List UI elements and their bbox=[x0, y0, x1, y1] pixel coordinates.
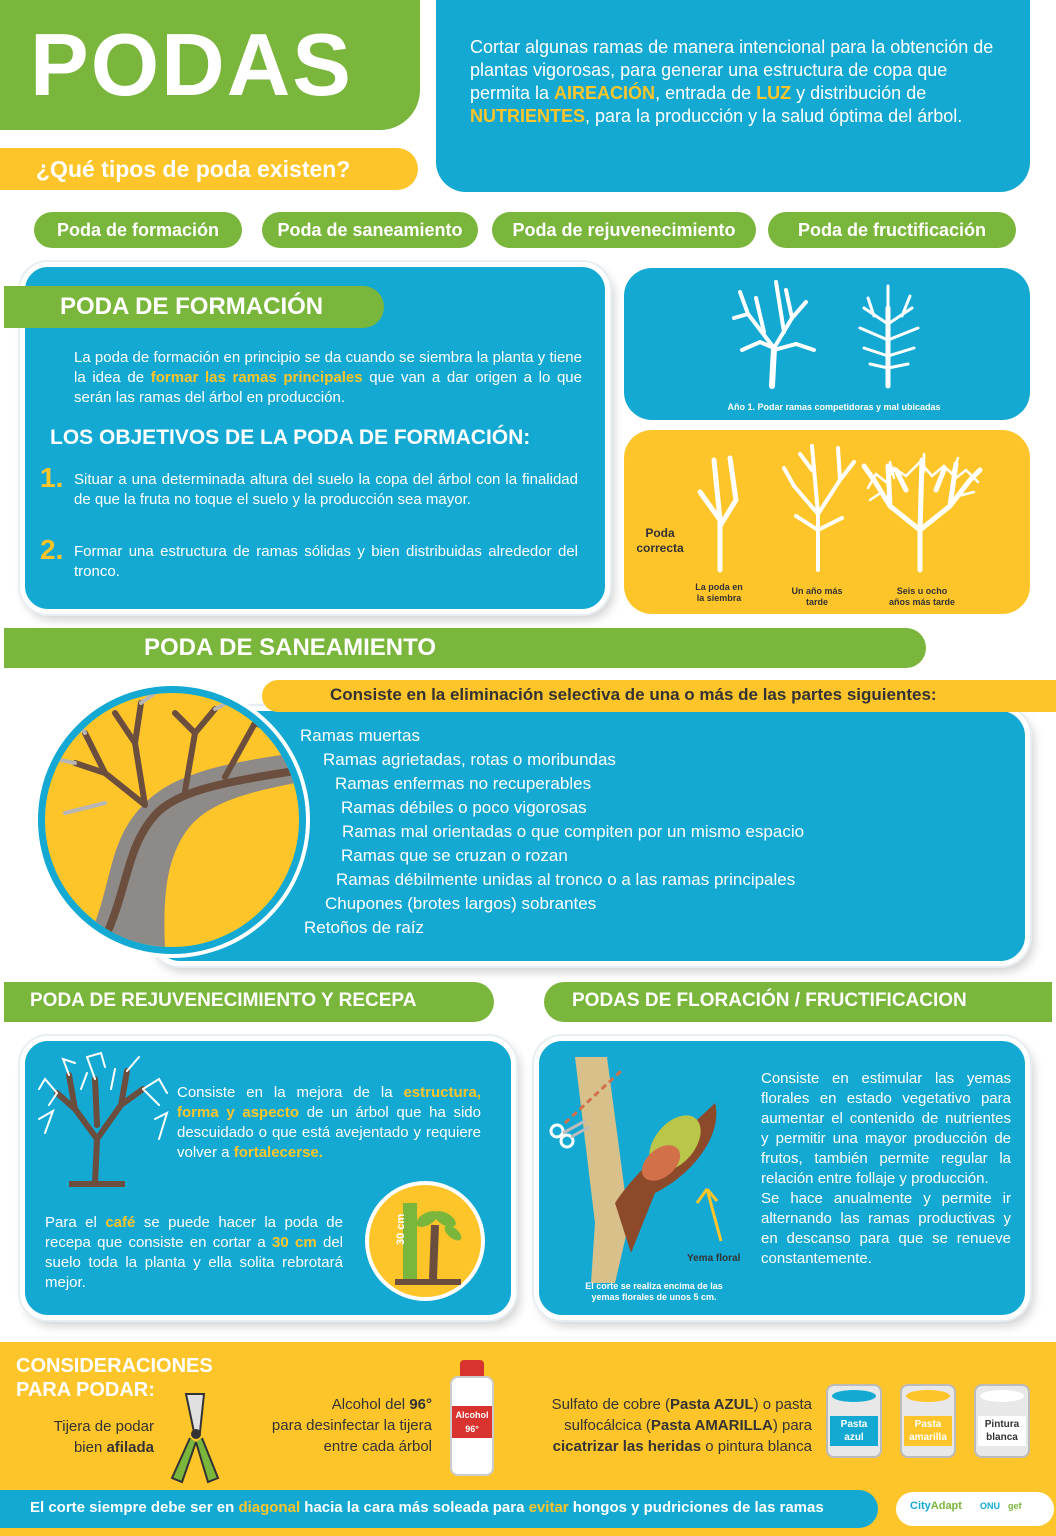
intro-box bbox=[436, 0, 1030, 192]
stage-3-line2: años más tarde bbox=[888, 597, 956, 607]
alcohol-line2: para desinfectar la tijera bbox=[271, 1417, 432, 1434]
paint-can-amarilla-icon bbox=[900, 1384, 956, 1458]
floracion-desc-1: Consiste en estimular las yemas florales en estado vegetativo para aumentar el contenido de nutrientes y permitir una mayor producción de frutos, también permite regular la relación entre follaje y producción. bbox=[761, 1070, 1011, 1187]
sulfato-3b: o pintura blanca bbox=[701, 1438, 812, 1455]
cafe-text-1: Para el bbox=[45, 1214, 106, 1231]
logo-adapt: Adapt bbox=[930, 1500, 962, 1512]
objectives-heading: LOS OBJETIVOS DE LA PODA DE FORMACIÓN: bbox=[50, 426, 531, 449]
objective-number-1: 1. bbox=[40, 462, 64, 493]
type-pill-saneamiento[interactable]: Poda de saneamiento bbox=[262, 212, 478, 248]
type-pill-rejuvenecimiento[interactable]: Poda de rejuvenecimiento bbox=[492, 212, 756, 248]
cut-caption-line1: El corte se realiza encima de las bbox=[585, 1281, 723, 1291]
sulfato-3a: cicatrizar las heridas bbox=[552, 1438, 702, 1455]
rejuvenecimiento-description bbox=[177, 1083, 481, 1163]
cafe-recepa-text bbox=[45, 1213, 343, 1293]
rej-desc-1: Consiste en la mejora de la bbox=[177, 1084, 404, 1101]
tree-illustration-card-correct bbox=[624, 430, 1030, 614]
bare-trees-illustration bbox=[624, 268, 1030, 420]
cut-caption bbox=[559, 1281, 749, 1303]
can-1-line1: Pasta bbox=[840, 1419, 868, 1430]
san-item-3: Ramas enfermas no recuperables bbox=[335, 774, 592, 793]
rej-desc-highlight-2: fortalecerse. bbox=[233, 1144, 323, 1161]
paint-can-azul-label bbox=[830, 1416, 878, 1446]
paint-can-blanca-icon bbox=[974, 1384, 1030, 1458]
scissors-line2b: afilada bbox=[106, 1439, 154, 1456]
intro-text-1: Cortar algunas ramas de manera intencional para la obtención de plantas vigorosas, para generar una estructura de copa que permita la bbox=[470, 37, 994, 103]
floracion-card bbox=[534, 1036, 1030, 1320]
scissors-line1: Tijera de podar bbox=[53, 1418, 154, 1435]
scissors-text bbox=[34, 1416, 154, 1458]
intro-highlight-aireacion: AIREACIÓN bbox=[554, 83, 656, 103]
stage-1-line1: La poda en bbox=[695, 582, 743, 592]
can-2-line2: amarilla bbox=[909, 1432, 947, 1443]
can-3-line2: blanca bbox=[986, 1432, 1018, 1443]
formacion-desc-highlight: formar las ramas principales bbox=[150, 369, 363, 386]
measure-30cm-label: 30 cm bbox=[395, 1213, 407, 1245]
pruning-shears-icon bbox=[160, 1388, 230, 1488]
sulfato-1a: Sulfato de cobre ( bbox=[551, 1396, 670, 1413]
rejuvenecimiento-heading: PODA DE REJUVENECIMIENTO Y RECEPA bbox=[4, 982, 494, 1022]
paint-can-blanca-label bbox=[978, 1416, 1026, 1446]
onu-logo: ONU bbox=[980, 1501, 1000, 1511]
alcohol-line1b: 96° bbox=[409, 1396, 432, 1413]
alcohol-line1a: Alcohol del bbox=[331, 1396, 410, 1413]
saneamiento-heading: PODA DE SANEAMIENTO bbox=[4, 628, 926, 668]
page-title: PODAS bbox=[30, 15, 353, 114]
gef-logo: gef bbox=[1008, 1501, 1022, 1511]
footer-text-1: El corte siempre debe ser en bbox=[30, 1499, 239, 1516]
stage-label-one-year bbox=[772, 586, 862, 608]
formacion-description bbox=[74, 348, 582, 408]
damaged-tree-circle bbox=[38, 686, 306, 954]
scissors-line2a: bien bbox=[73, 1439, 107, 1456]
rej-desc-2: de un árbol que ha sido descuidado o que está avejentado y requiere volver a bbox=[177, 1104, 481, 1161]
intro-text-3: y distribución de bbox=[791, 83, 927, 103]
logo-city: City bbox=[910, 1500, 931, 1512]
intro-highlight-nutrientes: NUTRIENTES bbox=[470, 106, 586, 126]
san-item-9: Retoños de raíz bbox=[304, 918, 425, 937]
can-2-line1: Pasta bbox=[914, 1419, 942, 1430]
objective-text-2: Formar una estructura de ramas sólidas y bien distribuidas alrededor del tronco. bbox=[74, 543, 578, 580]
old-tree-icon bbox=[35, 1049, 175, 1189]
branch-bud-illustration bbox=[545, 1053, 755, 1283]
footer-highlight-evitar: evitar bbox=[528, 1499, 569, 1516]
can-3-line1: Pintura bbox=[984, 1419, 1020, 1430]
cafe-highlight-30cm: 30 cm bbox=[272, 1234, 317, 1251]
footer-text-2: hacia la cara más soleada para bbox=[300, 1499, 529, 1516]
cut-caption-line2: yemas florales de unos 5 cm. bbox=[591, 1292, 717, 1302]
stage-3-line1: Seis u ocho bbox=[896, 586, 948, 596]
correct-pruning-label bbox=[630, 526, 690, 556]
correct-label-line1: Poda bbox=[645, 526, 675, 540]
type-pill-formacion[interactable]: Poda de formación bbox=[34, 212, 242, 248]
type-pill-fructificacion[interactable]: Poda de fructificación bbox=[768, 212, 1016, 248]
rej-desc-highlight-1: estructura, forma y aspecto bbox=[177, 1084, 481, 1121]
footer-bar bbox=[0, 1490, 878, 1528]
san-item-5: Ramas mal orientadas o que compiten por un mismo espacio bbox=[342, 822, 805, 841]
intro-text-2: , entrada de bbox=[655, 83, 757, 103]
stage-2-line1: Un año más bbox=[791, 586, 843, 596]
alcohol-line3: entre cada árbol bbox=[323, 1438, 432, 1455]
bottle-label-1: Alcohol bbox=[455, 1410, 489, 1420]
sulfato-1b: Pasta AZUL bbox=[669, 1396, 754, 1413]
sulfato-2a: sulfocálcica ( bbox=[564, 1417, 651, 1434]
damaged-tree-illustration bbox=[45, 693, 299, 947]
sulfato-2b: Pasta AMARILLA bbox=[650, 1417, 773, 1434]
footer-highlight-diagonal: diagonal bbox=[238, 1499, 301, 1516]
cityadapt-logo bbox=[910, 1500, 962, 1512]
saneamiento-subtitle-bar: Consiste en la eliminación selectiva de una o más de las partes siguientes: bbox=[262, 680, 1056, 712]
san-item-8: Chupones (brotes largos) sobrantes bbox=[325, 894, 597, 913]
sulfato-text bbox=[520, 1394, 812, 1457]
floracion-desc-2: Se hace anualmente y permite ir alternando las ramas productivas y en descanso para que se renueve constantemente. bbox=[761, 1190, 1011, 1267]
san-item-6: Ramas que se cruzan o rozan bbox=[341, 846, 568, 865]
objective-text-1: Situar a una determinada altura del suelo la copa del árbol con la finalidad de que la fruta no toque el suelo y la producción sea mayor. bbox=[74, 471, 578, 508]
formacion-desc-1: La poda de formación en principio se da cuando se siembra la planta y tiene la idea de bbox=[74, 349, 582, 386]
saneamiento-list bbox=[300, 724, 804, 940]
sulfato-2c: ) para bbox=[772, 1417, 812, 1434]
correct-label-line2: correcta bbox=[636, 541, 684, 555]
cafe-highlight: café bbox=[105, 1214, 136, 1231]
san-item-2: Ramas agrietadas, rotas o moribundas bbox=[323, 750, 616, 769]
stage-label-six-years bbox=[872, 586, 972, 608]
cons-title-line2: PARA PODAR: bbox=[16, 1379, 155, 1401]
rejuvenecimiento-card bbox=[20, 1036, 516, 1320]
coffee-stump-illustration bbox=[369, 1185, 481, 1297]
alcohol-bottle-icon bbox=[446, 1360, 498, 1478]
floracion-description bbox=[761, 1069, 1011, 1269]
intro-text-4: , para la producción y la salud óptima del árbol. bbox=[585, 106, 963, 126]
paint-can-amarilla-label bbox=[904, 1416, 952, 1446]
objective-number-2: 2. bbox=[40, 534, 64, 565]
partner-logos bbox=[896, 1492, 1054, 1526]
can-1-line2: azul bbox=[844, 1432, 864, 1443]
alcohol-bottle-label bbox=[452, 1406, 492, 1438]
tree-illustration-card-year1 bbox=[624, 268, 1030, 420]
stage-2-line2: tarde bbox=[805, 597, 828, 607]
formacion-desc-2: que van a dar origen a lo que serán las ramas del árbol en producción. bbox=[74, 369, 582, 406]
bud-label: Yema floral bbox=[687, 1253, 741, 1264]
footer-text-3: hongos y pudriciones de las ramas bbox=[568, 1499, 824, 1516]
san-item-7: Ramas débilmente unidas al tronco o a las ramas principales bbox=[336, 870, 796, 889]
alcohol-text bbox=[244, 1394, 432, 1457]
floracion-heading: PODAS DE FLORACIÓN / FRUCTIFICACION bbox=[544, 982, 1052, 1022]
formacion-heading: PODA DE FORMACIÓN bbox=[4, 286, 384, 328]
san-item-4: Ramas débiles o poco vigorosas bbox=[341, 798, 587, 817]
stage-1-line2: la siembra bbox=[696, 593, 742, 603]
san-item-1: Ramas muertas bbox=[300, 726, 420, 745]
bottle-label-2: 96° bbox=[465, 1424, 479, 1434]
cons-title-line1: CONSIDERACIONES bbox=[16, 1355, 213, 1377]
cafe-text-2: se puede hacer la poda de recepa que consiste en cortar a bbox=[45, 1214, 343, 1251]
coffee-recepa-circle bbox=[365, 1181, 485, 1301]
stage-label-planting bbox=[674, 582, 764, 604]
intro-highlight-luz: LUZ bbox=[756, 83, 792, 103]
question-pill: ¿Qué tipos de poda existen? bbox=[0, 148, 418, 190]
paint-can-azul-icon bbox=[826, 1384, 882, 1458]
sulfato-1c: ) o pasta bbox=[753, 1396, 812, 1413]
tree-caption-year1: Año 1. Podar ramas competidoras y mal ubicadas bbox=[727, 402, 941, 412]
cafe-text-3: del suelo toda la planta y ella solita rebrotará mejor. bbox=[45, 1234, 343, 1291]
